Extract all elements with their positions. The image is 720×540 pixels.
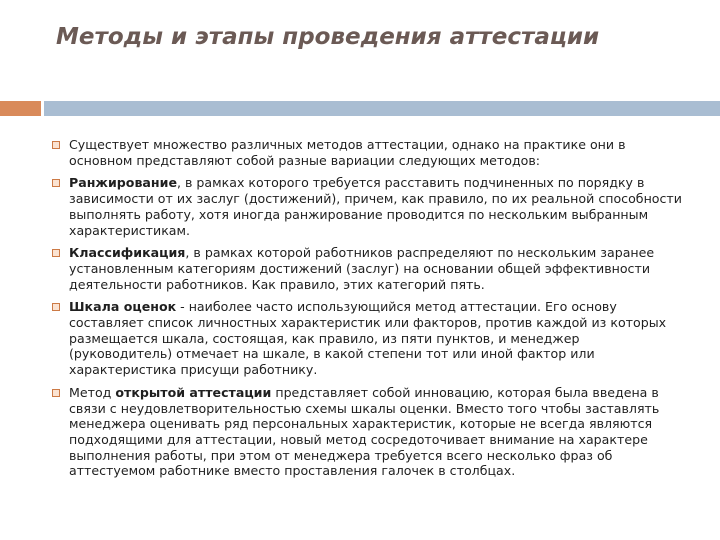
slide-title: Методы и этапы проведения аттестации bbox=[56, 24, 600, 50]
bullet-item bbox=[52, 299, 684, 378]
square-bullet-icon bbox=[52, 249, 60, 257]
bullet-text: - наиболее часто использующийся метод аттестации. Его основу составляет список личностных характеристик или факторов, против каждой из которых размещается шкала, состоящая, как правило, из пяти пунктов, и менеджер (руководитель) отмечает на шкале, в какой степени тот или иной фактор или характеристика присущи работнику. bbox=[69, 299, 667, 378]
bullet-prefix: Метод bbox=[69, 384, 116, 400]
bullet-item bbox=[52, 245, 684, 292]
bullet-item bbox=[52, 385, 684, 479]
bullet-text: представляет собой инновацию, которая была введена в связи с неудовлетворительностью схемы шкалы оценки. Вместо того чтобы заставлять менеджера оценивать ряд персональных характеристик, которые не всегда являются подходящими для аттестации, новый метод сосредоточивает внимание на характере выполнения работы, при этом от менеджера требуется всего несколько фраз об аттестуемом работнике вместо проставления галочек в столбцах. bbox=[69, 384, 660, 479]
square-bullet-icon bbox=[52, 303, 60, 311]
bullet-item bbox=[52, 137, 684, 168]
bullet-term: Ранжирование bbox=[69, 175, 177, 191]
bullet-item bbox=[52, 175, 684, 238]
bullet-list bbox=[52, 137, 684, 486]
square-bullet-icon bbox=[52, 179, 60, 187]
bullet-text: , в рамках которого требуется расставить подчиненных по порядку в зависимости от их заслуг (достижений), причем, как правило, по их реальной способности выполнять работу, хотя иногда ранжирование проводится по нескольким выбранным характеристикам. bbox=[69, 175, 682, 238]
square-bullet-icon bbox=[52, 389, 60, 397]
square-bullet-icon bbox=[52, 141, 60, 149]
bullet-term: Шкала оценок bbox=[69, 299, 177, 315]
title-accent-bar bbox=[0, 101, 41, 116]
bullet-text: , в рамках которой работников распределяют по нескольким заранее установленным категориям достижений (заслуг) на основании общей эффективности деятельности работников. Как правило, этих категорий пять. bbox=[69, 245, 655, 292]
bullet-text: Существует множество различных методов аттестации, однако на практике они в основном представляют собой разные вариации следующих методов: bbox=[69, 137, 626, 168]
bullet-term: открытой аттестации bbox=[115, 384, 272, 400]
title-rule-bar bbox=[44, 101, 720, 116]
bullet-term: Классификация bbox=[69, 245, 186, 261]
